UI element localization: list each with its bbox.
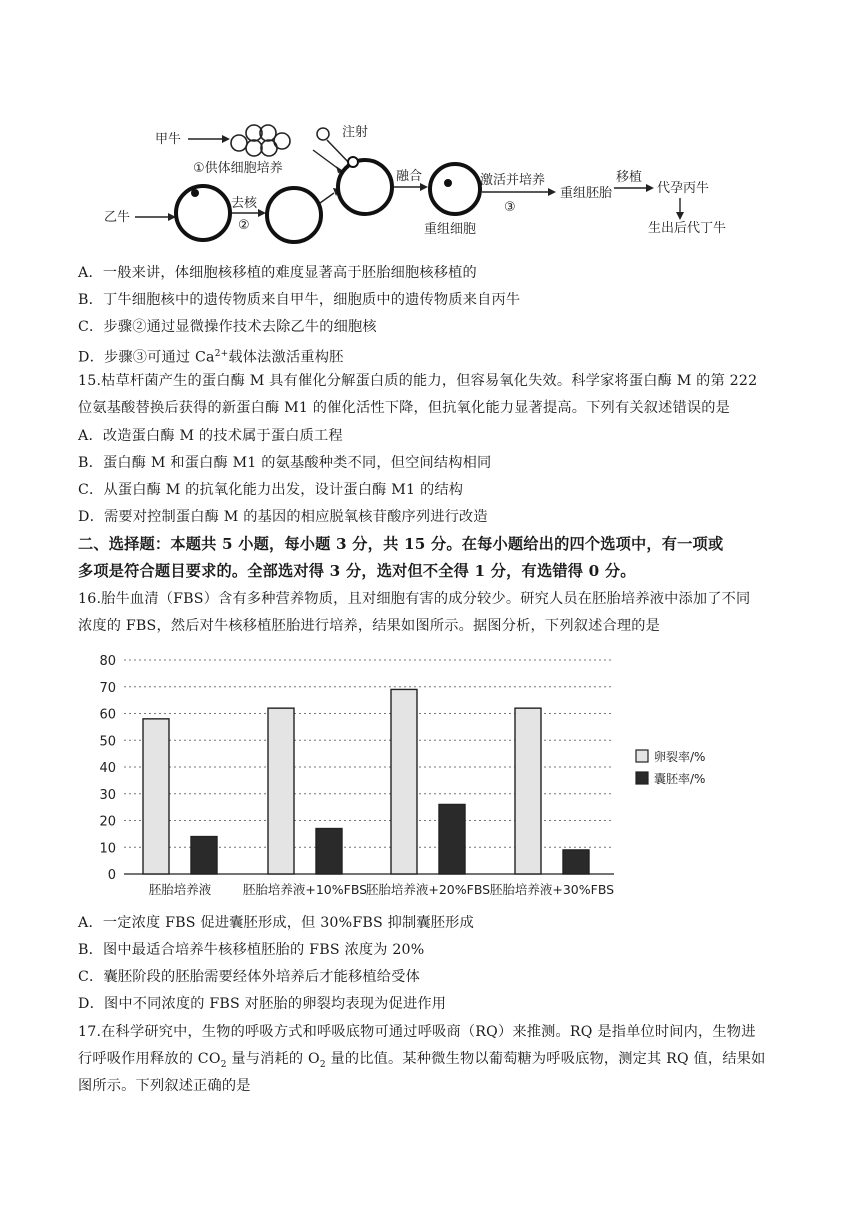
- label-enucleate: 去核: [231, 196, 258, 211]
- reconstructed-cell-icon: [430, 164, 480, 214]
- q15-option-b: B．蛋白酶 M 和蛋白酶 M1 的氨基酸种类不同，但空间结构相同: [78, 455, 492, 471]
- label-offspring: 生出后代丁牛: [648, 221, 727, 236]
- x-tick-label: 胚胎培养液+30%FBS: [489, 882, 615, 897]
- label-cow-b: 乙牛: [104, 210, 131, 225]
- y-tick-label: 0: [107, 868, 116, 883]
- q14-option-d: D．步骤③可通过 $Ca^{2+}$载体法激活重构胚: [78, 349, 344, 366]
- bar-cleavage-rate: [268, 708, 294, 874]
- fused-cell-icon: [338, 157, 392, 214]
- label-step2: ②: [238, 218, 250, 233]
- legend-label: 囊胚率/%: [654, 772, 706, 786]
- q15-stem-line1: 15.枯草杆菌产生的蛋白酶 M 具有催化分解蛋白质的能力，但容易氧化失效。科学家将蛋白酶 M 的第 222: [78, 373, 758, 389]
- fbs-bar-chart: [0, 640, 860, 905]
- y-tick-label: 50: [99, 734, 116, 750]
- bar-cleavage-rate: [143, 719, 169, 874]
- bar-cleavage-rate: [515, 708, 541, 874]
- q16-option-d: D．图中不同浓度的 FBS 对胚胎的卵裂均表现为促进作用: [78, 996, 447, 1012]
- enucleated-oocyte-icon: [267, 188, 321, 242]
- y-tick-label: 10: [99, 841, 116, 857]
- q15-stem-line2: 位氨基酸替换后获得的新蛋白酶 M1 的催化活性下降，但抗氧化能力显著提高。下列有关叙述错误的是: [78, 400, 731, 416]
- label-activate: 激活并培养: [480, 173, 546, 188]
- q16-stem-line2: 浓度的 FBS，然后对牛核移植胚胎进行培养，结果如图所示。据图分析，下列叙述合理的是: [78, 618, 661, 634]
- q17-line1: 17.在科学研究中，生物的呼吸方式和呼吸底物可通过呼吸商（RQ）来推测。RQ 是指单位时间内，生物进: [78, 1024, 756, 1040]
- bar-cleavage-rate: [391, 689, 417, 874]
- label-fuse: 融合: [396, 169, 423, 184]
- q16-option-a: A．一定浓度 FBS 促进囊胚形成，但 30%FBS 抑制囊胚形成: [78, 915, 474, 931]
- nuclear-transfer-diagram: [0, 110, 860, 250]
- y-tick-label: 60: [99, 707, 116, 723]
- q16-stem-line1: 16.胎牛血清（FBS）含有多种营养物质，且对细胞有害的成分较少。研究人员在胚胎培养液中添加了不同: [78, 591, 751, 607]
- y-tick-label: 70: [99, 680, 116, 696]
- legend-swatch: [636, 772, 648, 784]
- y-tick-label: 20: [99, 814, 116, 830]
- q14-option-a: A．一般来讲，体细胞核移植的难度显著高于胚胎细胞核移植的: [78, 265, 477, 281]
- q15-option-c: C．从蛋白酶 M 的抗氧化能力出发，设计蛋白酶 M1 的结构: [78, 482, 464, 498]
- label-reconstructed-cell: 重组细胞: [424, 222, 477, 237]
- x-tick-label: 胚胎培养液+20%FBS: [365, 882, 491, 897]
- label-inject: 注射: [342, 125, 369, 140]
- bar-blastocyst-rate: [439, 804, 465, 874]
- bar-blastocyst-rate: [191, 837, 217, 874]
- label-transplant: 移植: [616, 170, 643, 185]
- q14-option-b: B．丁牛细胞核中的遗传物质来自甲牛，细胞质中的遗传物质来自丙牛: [78, 292, 521, 308]
- section2-heading-line2: 多项是符合题目要求的。全部选对得 3 分，选对但不全得 1 分，有选错得 0 分。: [78, 562, 636, 580]
- bar-blastocyst-rate: [316, 829, 342, 874]
- label-step1: ①供体细胞培养: [193, 161, 283, 176]
- q17-line3: 图所示。下列叙述正确的是: [78, 1078, 251, 1094]
- oocyte-icon: [176, 186, 230, 240]
- y-tick-label: 40: [99, 761, 116, 776]
- section2-heading-line1: 二、选择题：本题共 5 小题，每小题 3 分，共 15 分。在每小题给出的四个选项中，有一项或: [78, 535, 724, 553]
- q16-option-b: B．图中最适合培养牛核移植胚胎的 FBS 浓度为 20%: [78, 942, 425, 958]
- legend-label: 卵裂率/%: [654, 750, 706, 764]
- x-tick-label: 胚胎培养液+10%FBS: [242, 882, 368, 897]
- label-reconstructed-embryo: 重组胚胎: [560, 186, 613, 201]
- label-cow-a: 甲牛: [155, 132, 182, 147]
- x-tick-label: 胚胎培养液: [148, 882, 212, 897]
- donor-cells-icon: [231, 125, 290, 156]
- q15-option-a: A．改造蛋白酶 M 的技术属于蛋白质工程: [78, 428, 343, 444]
- q15-option-d: D．需要对控制蛋白酶 M 的基因的相应脱氧核苷酸序列进行改造: [78, 509, 488, 525]
- label-step3: ③: [504, 200, 516, 215]
- q16-option-c: C．囊胚阶段的胚胎需要经体外培养后才能移植给受体: [78, 969, 420, 985]
- q14-option-c: C．步骤②通过显微操作技术去除乙牛的细胞核: [78, 319, 377, 335]
- q17-line2: 行呼吸作用释放的 $CO_2$ 量与消耗的 $O_2$ 量的比值。某种微生物以葡萄糖为呼吸底物，测定其 RQ 值，结果如: [78, 1051, 766, 1070]
- y-tick-label: 30: [99, 787, 116, 803]
- legend-swatch: [636, 750, 648, 762]
- y-tick-label: 80: [99, 654, 116, 669]
- bar-blastocyst-rate: [563, 850, 589, 874]
- label-surrogate: 代孕丙牛: [657, 181, 710, 196]
